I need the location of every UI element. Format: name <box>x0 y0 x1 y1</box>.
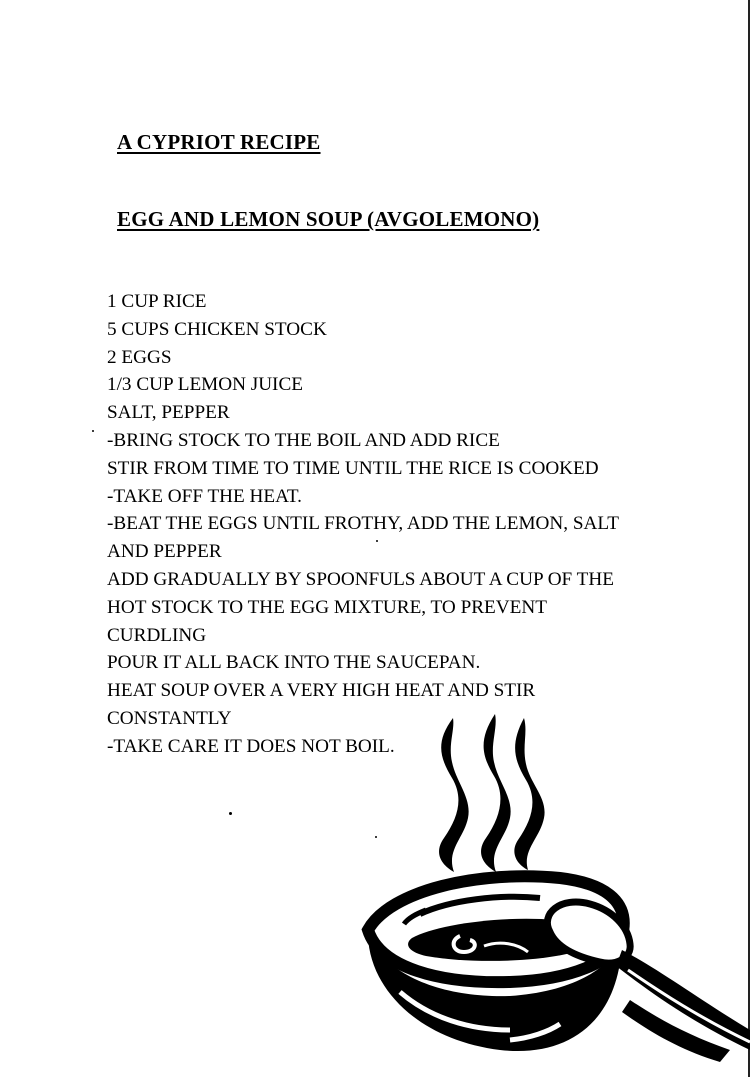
steaming-soup-bowl-icon <box>360 700 750 1077</box>
rim-highlight <box>420 897 540 914</box>
recipe-line: -BRING STOCK TO THE BOIL AND ADD RICE <box>107 429 500 451</box>
steam-wisp <box>439 718 469 872</box>
recipe-line: -BEAT THE EGGS UNTIL FROTHY, ADD THE LEMON, SALT <box>107 513 620 535</box>
recipe-heading: A CYPRIOT RECIPE <box>117 130 321 154</box>
scan-speck <box>92 430 94 432</box>
recipe-line: AND PEPPER <box>107 541 222 563</box>
recipe-line: CURDLING <box>107 624 207 646</box>
recipe-line: SALT, PEPPER <box>107 402 230 424</box>
soup-title: EGG AND LEMON SOUP (AVGOLEMONO) <box>117 207 540 231</box>
recipe-line: 1 CUP RICE <box>107 291 207 312</box>
recipe-line: -TAKE CARE IT DOES NOT BOIL. <box>107 735 395 757</box>
recipe-line: POUR IT ALL BACK INTO THE SAUCEPAN. <box>107 652 481 674</box>
recipe-line: HOT STOCK TO THE EGG MIXTURE, TO PREVENT <box>107 596 547 618</box>
rim-highlight <box>404 910 426 924</box>
steam-wisp <box>514 718 544 870</box>
recipe-body <box>107 288 619 761</box>
recipe-line: 5 CUPS CHICKEN STOCK <box>107 318 327 340</box>
recipe-line: -TAKE OFF THE HEAT. <box>107 485 302 507</box>
recipe-line: HEAT SOUP OVER A VERY HIGH HEAT AND STIR <box>107 680 536 702</box>
scan-speck <box>229 812 232 815</box>
recipe-line: STIR FROM TIME TO TIME UNTIL THE RICE IS COOKED <box>107 457 599 479</box>
scan-speck <box>376 540 378 542</box>
steam-wisp <box>481 714 511 872</box>
recipe-line: 1/3 CUP LEMON JUICE <box>107 374 303 396</box>
recipe-line: 2 EGGS <box>107 346 172 368</box>
recipe-line: ADD GRADUALLY BY SPOONFULS ABOUT A CUP OF THE <box>107 568 614 590</box>
recipe-line: CONSTANTLY <box>107 707 232 729</box>
